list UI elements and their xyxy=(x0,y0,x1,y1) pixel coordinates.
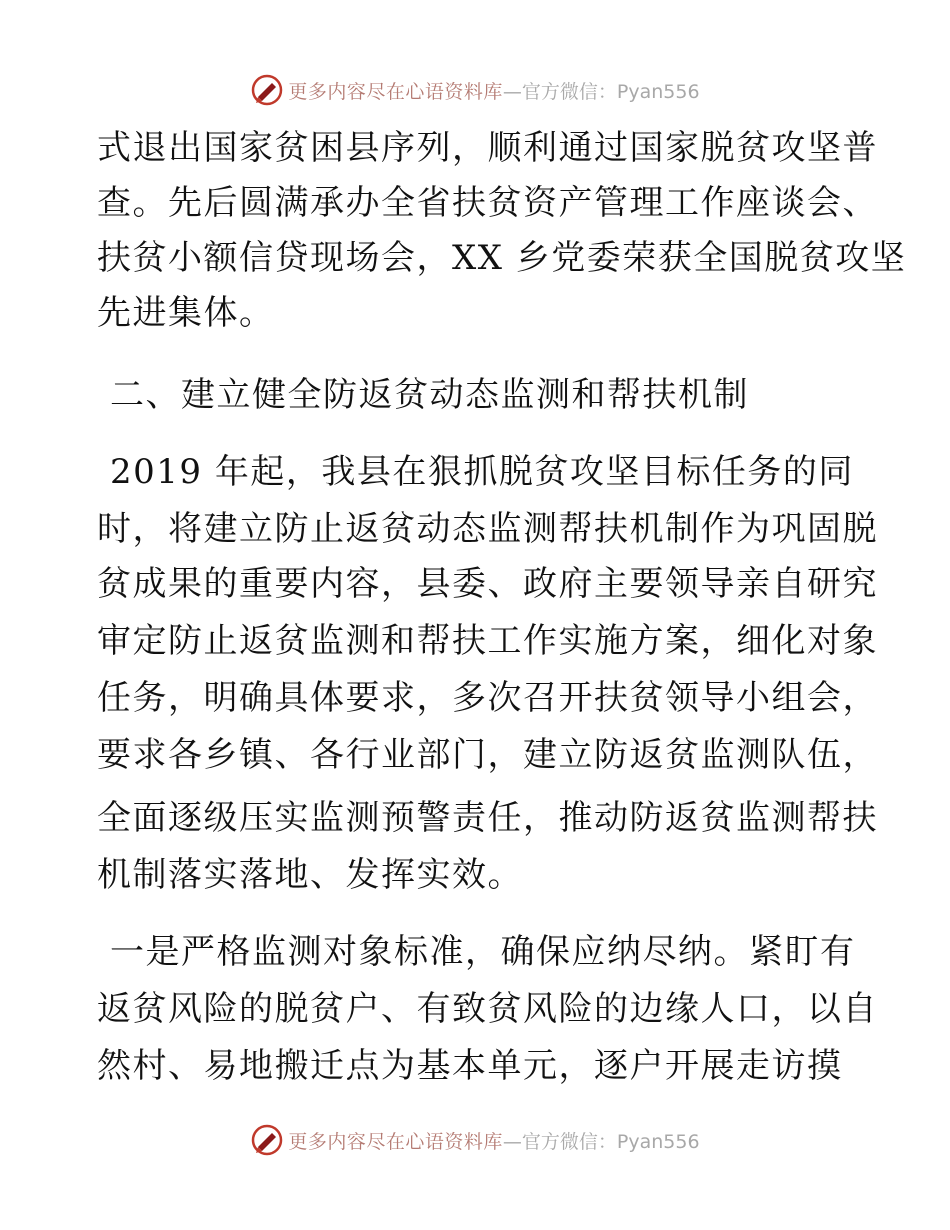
body-line: 2019 年起，我县在狠抓脱贫攻坚目标任务的同 xyxy=(110,452,854,492)
body-line: 一是严格监测对象标准，确保应纳尽纳。紧盯有 xyxy=(110,932,856,972)
body-line: 式退出国家贫困县序列，顺利通过国家脱贫攻坚普 xyxy=(97,128,878,168)
body-line: 时，将建立防止返贫动态监测帮扶机制作为巩固脱 xyxy=(97,509,878,549)
body-line: 扶贫小额信贷现场会，XX 乡党委荣获全国脱贫攻坚 xyxy=(97,238,907,278)
body-line: 贫成果的重要内容，县委、政府主要领导亲自研究 xyxy=(97,564,878,604)
watermark-contact: —官方微信：Pyan556 xyxy=(502,80,700,103)
section-heading: 二、建立健全防返贫动态监测和帮扶机制 xyxy=(110,375,749,415)
body-line: 审定防止返贫监测和帮扶工作实施方案，细化对象 xyxy=(97,621,878,661)
body-line: 返贫风险的脱贫户、有致贫风险的边缘人口，以自 xyxy=(97,989,878,1029)
body-line: 然村、易地搬迁点为基本单元，逐户开展走访摸 xyxy=(97,1046,843,1086)
body-line: 任务，明确具体要求，多次召开扶贫领导小组会， xyxy=(97,678,878,718)
watermark-contact: —官方微信：Pyan556 xyxy=(502,1130,700,1153)
header-watermark xyxy=(0,70,950,110)
body-line: 查。先后圆满承办全省扶贫资产管理工作座谈会、 xyxy=(97,183,878,223)
body-line: 机制落实落地、发挥实效。 xyxy=(97,855,523,895)
footer-watermark xyxy=(0,1120,950,1160)
body-line: 全面逐级压实监测预警责任，推动防返贫监测帮扶 xyxy=(97,798,878,838)
body-line: 先进集体。 xyxy=(97,293,275,333)
pen-logo-icon xyxy=(250,1123,284,1157)
watermark-brand: 更多内容尽在心语资料库 xyxy=(288,1130,503,1153)
body-line: 要求各乡镇、各行业部门，建立防返贫监测队伍， xyxy=(97,735,878,775)
watermark-brand: 更多内容尽在心语资料库 xyxy=(288,80,503,103)
pen-logo-icon xyxy=(250,73,284,107)
